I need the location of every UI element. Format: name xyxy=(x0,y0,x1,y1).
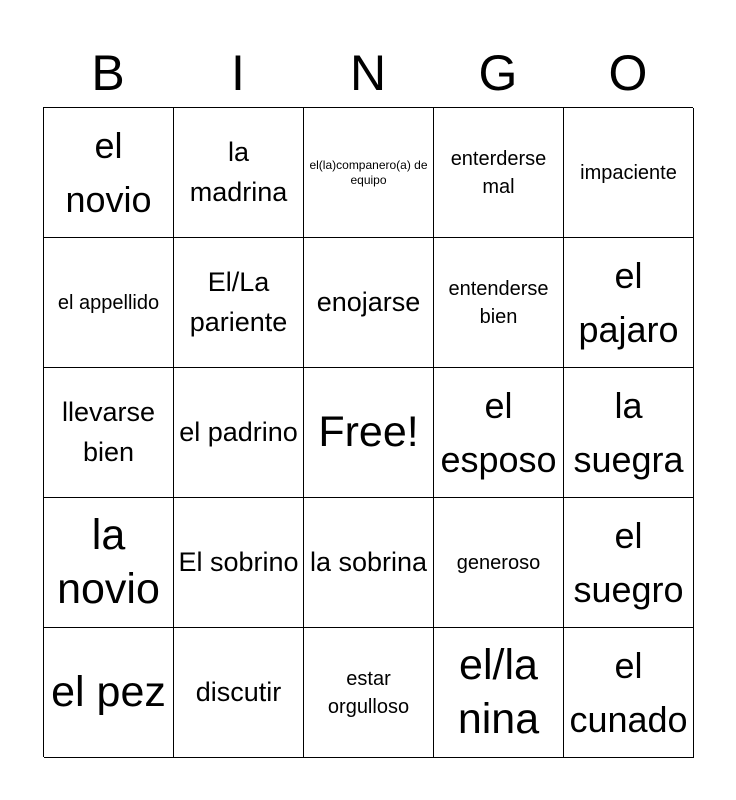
bingo-cell[interactable] xyxy=(434,498,564,628)
cell-text: el pez xyxy=(51,667,166,716)
bingo-cell[interactable] xyxy=(174,108,304,238)
cell-text: El sobrino xyxy=(178,546,299,577)
header-letter-i: I xyxy=(231,45,245,101)
cell-text: llevarse bien xyxy=(61,397,156,467)
bingo-cell[interactable] xyxy=(434,108,564,238)
header-letter-b: B xyxy=(91,45,125,101)
cell-text: la madrina xyxy=(189,137,288,207)
cell-text: el pajaro xyxy=(578,254,679,350)
bingo-cell[interactable] xyxy=(174,628,304,758)
cell-text: generoso xyxy=(456,551,541,574)
bingo-cell[interactable] xyxy=(434,628,564,758)
bingo-cell[interactable] xyxy=(44,498,174,628)
bingo-cell[interactable] xyxy=(564,108,694,238)
cell-text: la novio xyxy=(57,510,160,613)
bingo-cell[interactable] xyxy=(304,238,434,368)
bingo-card-grid xyxy=(43,107,693,757)
bingo-cell[interactable] xyxy=(174,368,304,498)
cell-text: el(la)companero(a) de equipo xyxy=(309,157,428,187)
bingo-cell[interactable] xyxy=(44,108,174,238)
bingo-cell[interactable] xyxy=(564,368,694,498)
bingo-cell[interactable] xyxy=(434,238,564,368)
bingo-cell[interactable] xyxy=(564,498,694,628)
header-letter-g: G xyxy=(478,45,518,101)
bingo-cell[interactable] xyxy=(174,498,304,628)
cell-text: entenderse bien xyxy=(448,277,549,328)
bingo-cell[interactable] xyxy=(44,628,174,758)
header-letter-n: N xyxy=(349,45,387,101)
header-letter-o: O xyxy=(608,45,648,101)
bingo-cell[interactable] xyxy=(304,628,434,758)
bingo-cell[interactable] xyxy=(44,238,174,368)
cell-text: el appellido xyxy=(57,291,160,314)
cell-text: el novio xyxy=(65,124,152,220)
cell-text: enterderse mal xyxy=(450,147,547,198)
bingo-cell[interactable] xyxy=(44,368,174,498)
cell-text: El/La pariente xyxy=(189,267,288,337)
cell-text: el padrino xyxy=(179,416,298,447)
cell-text: el cunado xyxy=(569,644,688,740)
bingo-header xyxy=(43,42,693,104)
cell-text: estar orgulloso xyxy=(327,667,410,718)
bingo-cell[interactable] xyxy=(564,238,694,368)
cell-text: la sobrina xyxy=(309,546,428,577)
bingo-cell[interactable] xyxy=(304,108,434,238)
cell-text: la suegra xyxy=(573,384,684,480)
free-space-label: Free! xyxy=(318,407,419,456)
cell-text: el esposo xyxy=(440,384,557,480)
free-space-cell[interactable] xyxy=(304,368,434,498)
bingo-cell[interactable] xyxy=(564,628,694,758)
cell-text: discutir xyxy=(195,676,282,707)
bingo-cell[interactable] xyxy=(174,238,304,368)
cell-text: el/la nina xyxy=(457,640,540,743)
cell-text: el suegro xyxy=(573,514,684,610)
cell-text: enojarse xyxy=(316,286,421,317)
bingo-cell[interactable] xyxy=(304,498,434,628)
cell-text: impaciente xyxy=(580,161,677,184)
bingo-cell[interactable] xyxy=(434,368,564,498)
